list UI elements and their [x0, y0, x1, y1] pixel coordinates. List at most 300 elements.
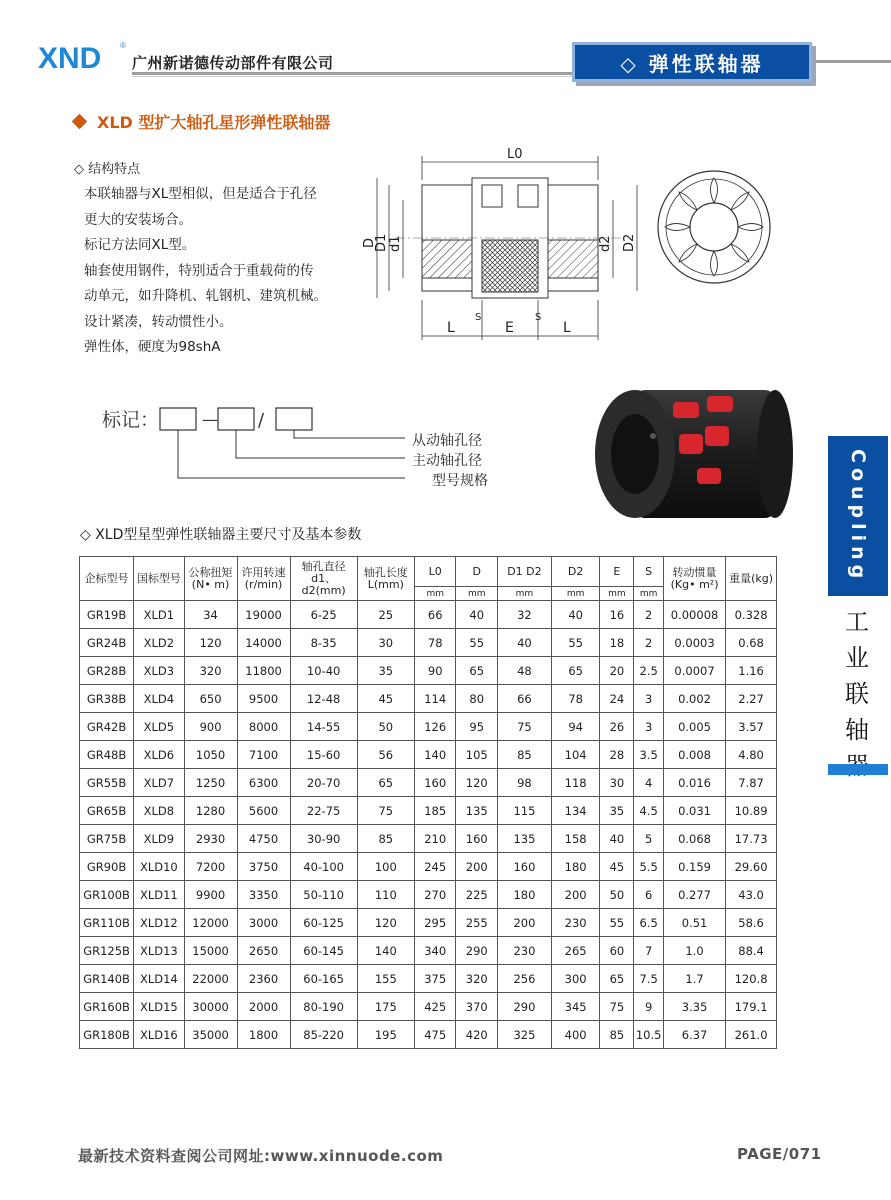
marking-label-driven: 从动轴孔径	[412, 433, 482, 449]
table-cell: 18	[600, 629, 634, 657]
col-header: 企标型号	[80, 557, 134, 601]
table-cell: 30-90	[290, 825, 357, 853]
table-cell: 1050	[184, 741, 237, 769]
company-logo	[36, 38, 132, 76]
table-cell: 5	[634, 825, 664, 853]
table-cell: 261.0	[726, 1021, 777, 1049]
side-tab-coupling: Coupling	[828, 436, 888, 596]
table-cell: 7100	[237, 741, 290, 769]
table-cell: 0.031	[663, 797, 725, 825]
table-title: ◇ XLD型星型弹性联轴器主要尺寸及基本参数	[80, 527, 362, 543]
col-header: E	[600, 557, 634, 587]
table-cell: 270	[414, 881, 456, 909]
table-cell: 50-110	[290, 881, 357, 909]
table-cell: 4.80	[726, 741, 777, 769]
table-cell: 1250	[184, 769, 237, 797]
table-cell: GR19B	[80, 601, 134, 629]
table-cell: 200	[497, 909, 551, 937]
table-cell: GR180B	[80, 1021, 134, 1049]
marking-label-driving: 主动轴孔径	[412, 453, 482, 469]
table-cell: GR65B	[80, 797, 134, 825]
table-cell: 6.5	[634, 909, 664, 937]
table-row	[80, 881, 777, 909]
table-row	[80, 825, 777, 853]
unit-cell: mm	[456, 587, 498, 601]
table-cell: 40	[600, 825, 634, 853]
table-cell: 0.159	[663, 853, 725, 881]
label-d1: d1	[388, 235, 403, 252]
table-cell: 55	[551, 629, 600, 657]
table-row	[80, 853, 777, 881]
page-title-text: XLD 型扩大轴孔星形弹性联轴器	[97, 113, 331, 132]
label-D2: D2	[622, 233, 637, 252]
table-cell: 20	[600, 657, 634, 685]
table-cell: 120	[357, 909, 414, 937]
marking-title: 标记：	[102, 409, 160, 431]
table-cell: 20-70	[290, 769, 357, 797]
table-cell: 200	[551, 881, 600, 909]
table-cell: 60-165	[290, 965, 357, 993]
table-cell: 0.0007	[663, 657, 725, 685]
table-cell: 115	[497, 797, 551, 825]
table-cell: 45	[357, 685, 414, 713]
marking-sep-dash: —	[202, 410, 218, 429]
features-heading: ◇ 结构特点	[74, 162, 141, 177]
table-cell: 60	[600, 937, 634, 965]
table-cell: XLD10	[134, 853, 184, 881]
table-cell: 65	[600, 965, 634, 993]
table-cell: XLD11	[134, 881, 184, 909]
table-cell: 40-100	[290, 853, 357, 881]
side-category-label	[832, 604, 882, 784]
table-cell: 0.005	[663, 713, 725, 741]
label-S-right: S	[535, 312, 542, 323]
table-cell: 295	[414, 909, 456, 937]
table-cell: 135	[456, 797, 498, 825]
table-cell: 85-220	[290, 1021, 357, 1049]
table-cell: 1.0	[663, 937, 725, 965]
table-cell: 78	[414, 629, 456, 657]
coupling-section-drawing	[355, 140, 655, 350]
table-cell: GR42B	[80, 713, 134, 741]
table-cell: 60-125	[290, 909, 357, 937]
table-row	[80, 797, 777, 825]
col-header: 轴孔长度L(mm)	[357, 557, 414, 601]
label-D: D	[362, 237, 377, 248]
table-cell: GR28B	[80, 657, 134, 685]
table-cell: 45	[600, 853, 634, 881]
table-cell: XLD13	[134, 937, 184, 965]
table-cell: 75	[600, 993, 634, 1021]
table-cell: 9500	[237, 685, 290, 713]
table-cell: 4	[634, 769, 664, 797]
table-cell: 0.008	[663, 741, 725, 769]
table-cell: GR38B	[80, 685, 134, 713]
side-char: 工	[845, 608, 869, 636]
col-header: 国标型号	[134, 557, 184, 601]
table-cell: 3.57	[726, 713, 777, 741]
table-cell: XLD2	[134, 629, 184, 657]
footer-page-number: PAGE/071	[737, 1145, 822, 1163]
table-cell: 60-145	[290, 937, 357, 965]
table-cell: 425	[414, 993, 456, 1021]
table-cell: 12-48	[290, 685, 357, 713]
table-cell: 3350	[237, 881, 290, 909]
table-cell: 1.7	[663, 965, 725, 993]
table-cell: 50	[600, 881, 634, 909]
table-cell: GR110B	[80, 909, 134, 937]
table-cell: 34	[184, 601, 237, 629]
header-divider-right	[815, 60, 891, 63]
table-cell: 325	[497, 1021, 551, 1049]
table-cell: 40	[497, 629, 551, 657]
table-cell: 8-35	[290, 629, 357, 657]
feature-line: 弹性体，硬度为98shA	[84, 339, 221, 355]
side-accent-bar	[828, 764, 888, 775]
marking-sep-slash: /	[258, 410, 265, 431]
table-cell: 120	[184, 629, 237, 657]
table-cell: 40	[456, 601, 498, 629]
company-name: 广州新诺德传动部件有限公司	[132, 54, 334, 72]
table-cell: 65	[551, 657, 600, 685]
table-row	[80, 657, 777, 685]
table-cell: 256	[497, 965, 551, 993]
col-header: L0	[414, 557, 456, 587]
table-cell: 55	[600, 909, 634, 937]
table-cell: 94	[551, 713, 600, 741]
table-cell: 5600	[237, 797, 290, 825]
table-cell: 66	[497, 685, 551, 713]
marking-label-model: 型号规格	[432, 473, 488, 489]
table-cell: 30000	[184, 993, 237, 1021]
table-cell: GR24B	[80, 629, 134, 657]
table-cell: 50	[357, 713, 414, 741]
table-cell: 134	[551, 797, 600, 825]
table-cell: 1.16	[726, 657, 777, 685]
table-row	[80, 993, 777, 1021]
col-header: S	[634, 557, 664, 587]
table-cell: 85	[357, 825, 414, 853]
table-row	[80, 685, 777, 713]
table-cell: 3750	[237, 853, 290, 881]
table-cell: 120	[456, 769, 498, 797]
table-cell: 24	[600, 685, 634, 713]
table-cell: 22000	[184, 965, 237, 993]
table-cell: GR48B	[80, 741, 134, 769]
table-cell: 3	[634, 713, 664, 741]
table-cell: 43.0	[726, 881, 777, 909]
table-cell: 7	[634, 937, 664, 965]
table-cell: 200	[456, 853, 498, 881]
table-cell: 2	[634, 601, 664, 629]
table-cell: 210	[414, 825, 456, 853]
table-cell: 475	[414, 1021, 456, 1049]
table-cell: 1280	[184, 797, 237, 825]
table-cell: 230	[497, 937, 551, 965]
section-badge: ◇ 弹性联轴器	[572, 42, 812, 82]
table-cell: 300	[551, 965, 600, 993]
table-cell: 2.5	[634, 657, 664, 685]
col-header: 轴孔直径d1、d2(mm)	[290, 557, 357, 601]
feature-line: 轴套使用钢件，特别适合于重载荷的传	[84, 262, 314, 279]
feature-line: 标记方法同XL型。	[84, 237, 196, 253]
table-cell: 26	[600, 713, 634, 741]
marking-scheme-diagram	[150, 400, 550, 495]
diamond-bullet-icon	[72, 114, 88, 130]
table-cell: 15000	[184, 937, 237, 965]
table-cell: 2360	[237, 965, 290, 993]
col-header: D1 D2	[497, 557, 551, 587]
table-cell: 98	[497, 769, 551, 797]
table-row	[80, 741, 777, 769]
col-header: 许用转速(r/min)	[237, 557, 290, 601]
table-cell: 180	[497, 881, 551, 909]
table-cell: 375	[414, 965, 456, 993]
feature-line: 动单元，如升降机、轧钢机、建筑机械。	[84, 288, 327, 304]
table-cell: XLD12	[134, 909, 184, 937]
table-cell: GR160B	[80, 993, 134, 1021]
table-row	[80, 965, 777, 993]
table-cell: GR100B	[80, 881, 134, 909]
table-cell: 10.89	[726, 797, 777, 825]
table-cell: 104	[551, 741, 600, 769]
table-cell: GR55B	[80, 769, 134, 797]
table-cell: 90	[414, 657, 456, 685]
table-cell: 4.5	[634, 797, 664, 825]
table-row	[80, 937, 777, 965]
svg-text:®: ®	[120, 41, 126, 50]
table-cell: 78	[551, 685, 600, 713]
table-cell: GR75B	[80, 825, 134, 853]
table-cell: 195	[357, 1021, 414, 1049]
table-cell: 48	[497, 657, 551, 685]
label-D1: D1	[374, 233, 389, 252]
table-cell: 105	[456, 741, 498, 769]
table-cell: 15-60	[290, 741, 357, 769]
table-cell: XLD16	[134, 1021, 184, 1049]
table-row	[80, 909, 777, 937]
table-cell: 9900	[184, 881, 237, 909]
table-cell: 58.6	[726, 909, 777, 937]
spec-table	[79, 556, 777, 1049]
table-cell: XLD8	[134, 797, 184, 825]
table-cell: GR140B	[80, 965, 134, 993]
table-cell: 180	[551, 853, 600, 881]
table-cell: 10.5	[634, 1021, 664, 1049]
unit-cell: mm	[551, 587, 600, 601]
side-char: 联	[845, 680, 869, 708]
col-header: D	[456, 557, 498, 587]
table-cell: 900	[184, 713, 237, 741]
side-char: 业	[845, 644, 869, 672]
table-row	[80, 601, 777, 629]
table-cell: 11800	[237, 657, 290, 685]
table-cell: 30	[357, 629, 414, 657]
table-cell: 110	[357, 881, 414, 909]
unit-cell: mm	[414, 587, 456, 601]
table-cell: 400	[551, 1021, 600, 1049]
table-cell: 290	[456, 937, 498, 965]
table-cell: 7200	[184, 853, 237, 881]
side-char: 轴	[845, 716, 869, 744]
header-divider-thin	[132, 76, 572, 77]
table-cell: 80-190	[290, 993, 357, 1021]
table-cell: 0.002	[663, 685, 725, 713]
table-cell: 135	[497, 825, 551, 853]
table-cell: 16	[600, 601, 634, 629]
table-cell: 114	[414, 685, 456, 713]
table-cell: XLD7	[134, 769, 184, 797]
table-cell: 25	[357, 601, 414, 629]
table-cell: 22-75	[290, 797, 357, 825]
table-row	[80, 713, 777, 741]
label-L-right: L	[563, 320, 571, 336]
table-cell: 5.5	[634, 853, 664, 881]
table-cell: 19000	[237, 601, 290, 629]
label-E: E	[505, 320, 514, 336]
table-cell: 140	[414, 741, 456, 769]
unit-cell: mm	[600, 587, 634, 601]
table-cell: 265	[551, 937, 600, 965]
table-cell: 158	[551, 825, 600, 853]
unit-cell: mm	[634, 587, 664, 601]
table-cell: 56	[357, 741, 414, 769]
table-cell: 40	[551, 601, 600, 629]
table-cell: 345	[551, 993, 600, 1021]
table-cell: 160	[414, 769, 456, 797]
table-cell: GR125B	[80, 937, 134, 965]
table-cell: 160	[456, 825, 498, 853]
label-L0: L0	[507, 147, 523, 162]
table-cell: 320	[184, 657, 237, 685]
table-cell: 0.016	[663, 769, 725, 797]
unit-cell: mm	[497, 587, 551, 601]
table-cell: 0.00008	[663, 601, 725, 629]
table-cell: 650	[184, 685, 237, 713]
table-cell: 6300	[237, 769, 290, 797]
table-cell: 118	[551, 769, 600, 797]
feature-line: 设计紧凑，转动惯性小。	[84, 313, 233, 330]
table-cell: 9	[634, 993, 664, 1021]
table-cell: 95	[456, 713, 498, 741]
table-cell: 120.8	[726, 965, 777, 993]
table-cell: 2930	[184, 825, 237, 853]
table-cell: 175	[357, 993, 414, 1021]
features-list	[84, 182, 374, 361]
table-cell: 185	[414, 797, 456, 825]
table-cell: 0.0003	[663, 629, 725, 657]
table-cell: 17.73	[726, 825, 777, 853]
table-cell: 2	[634, 629, 664, 657]
table-cell: 7.87	[726, 769, 777, 797]
table-cell: XLD15	[134, 993, 184, 1021]
table-cell: 4750	[237, 825, 290, 853]
col-header: 重量(kg)	[726, 557, 777, 601]
table-cell: 160	[497, 853, 551, 881]
table-cell: XLD6	[134, 741, 184, 769]
table-cell: 6.37	[663, 1021, 725, 1049]
table-cell: 2650	[237, 937, 290, 965]
label-L-left: L	[447, 320, 455, 336]
table-cell: 1800	[237, 1021, 290, 1049]
table-cell: XLD9	[134, 825, 184, 853]
table-cell: XLD1	[134, 601, 184, 629]
table-cell: 6-25	[290, 601, 357, 629]
col-header: 公称扭矩(N• m)	[184, 557, 237, 601]
table-cell: 35	[357, 657, 414, 685]
coupling-product-photo	[585, 372, 800, 537]
table-cell: 2.27	[726, 685, 777, 713]
table-cell: 14-55	[290, 713, 357, 741]
table-cell: 0.068	[663, 825, 725, 853]
feature-line: 本联轴器与XL型相似，但是适合于孔径	[84, 186, 317, 202]
table-cell: 0.277	[663, 881, 725, 909]
table-cell: 35	[600, 797, 634, 825]
table-cell: 14000	[237, 629, 290, 657]
table-cell: 0.51	[663, 909, 725, 937]
table-cell: 3000	[237, 909, 290, 937]
table-cell: 370	[456, 993, 498, 1021]
table-cell: 140	[357, 937, 414, 965]
spec-table-body	[80, 601, 777, 1049]
table-cell: XLD5	[134, 713, 184, 741]
table-row	[80, 1021, 777, 1049]
table-cell: 66	[414, 601, 456, 629]
table-cell: 75	[357, 797, 414, 825]
table-row	[80, 769, 777, 797]
svg-text:XND: XND	[38, 42, 102, 75]
table-cell: 80	[456, 685, 498, 713]
table-cell: 65	[456, 657, 498, 685]
table-cell: 29.60	[726, 853, 777, 881]
table-cell: 30	[600, 769, 634, 797]
table-cell: 6	[634, 881, 664, 909]
footer-website: 最新技术资料查阅公司网址:www.xinnuode.com	[78, 1147, 444, 1165]
table-cell: GR90B	[80, 853, 134, 881]
table-cell: 290	[497, 993, 551, 1021]
feature-line: 更大的安装场合。	[84, 211, 192, 228]
table-cell: 85	[497, 741, 551, 769]
table-cell: 32	[497, 601, 551, 629]
table-cell: 420	[456, 1021, 498, 1049]
table-cell: 179.1	[726, 993, 777, 1021]
table-cell: 12000	[184, 909, 237, 937]
table-cell: 3.35	[663, 993, 725, 1021]
table-cell: 3	[634, 685, 664, 713]
table-cell: 100	[357, 853, 414, 881]
table-cell: XLD3	[134, 657, 184, 685]
table-cell: 3.5	[634, 741, 664, 769]
page-title	[74, 110, 330, 133]
table-cell: XLD14	[134, 965, 184, 993]
table-cell: 255	[456, 909, 498, 937]
table-cell: 155	[357, 965, 414, 993]
table-cell: 126	[414, 713, 456, 741]
table-cell: 7.5	[634, 965, 664, 993]
table-cell: 2000	[237, 993, 290, 1021]
spider-end-view-drawing	[655, 168, 773, 286]
col-header: 转动惯量(Kg• m²)	[663, 557, 725, 601]
label-d2: d2	[598, 235, 613, 252]
table-cell: 35000	[184, 1021, 237, 1049]
table-cell: 340	[414, 937, 456, 965]
table-cell: 225	[456, 881, 498, 909]
table-cell: 28	[600, 741, 634, 769]
table-cell: 230	[551, 909, 600, 937]
table-cell: 85	[600, 1021, 634, 1049]
table-cell: 245	[414, 853, 456, 881]
table-cell: 65	[357, 769, 414, 797]
